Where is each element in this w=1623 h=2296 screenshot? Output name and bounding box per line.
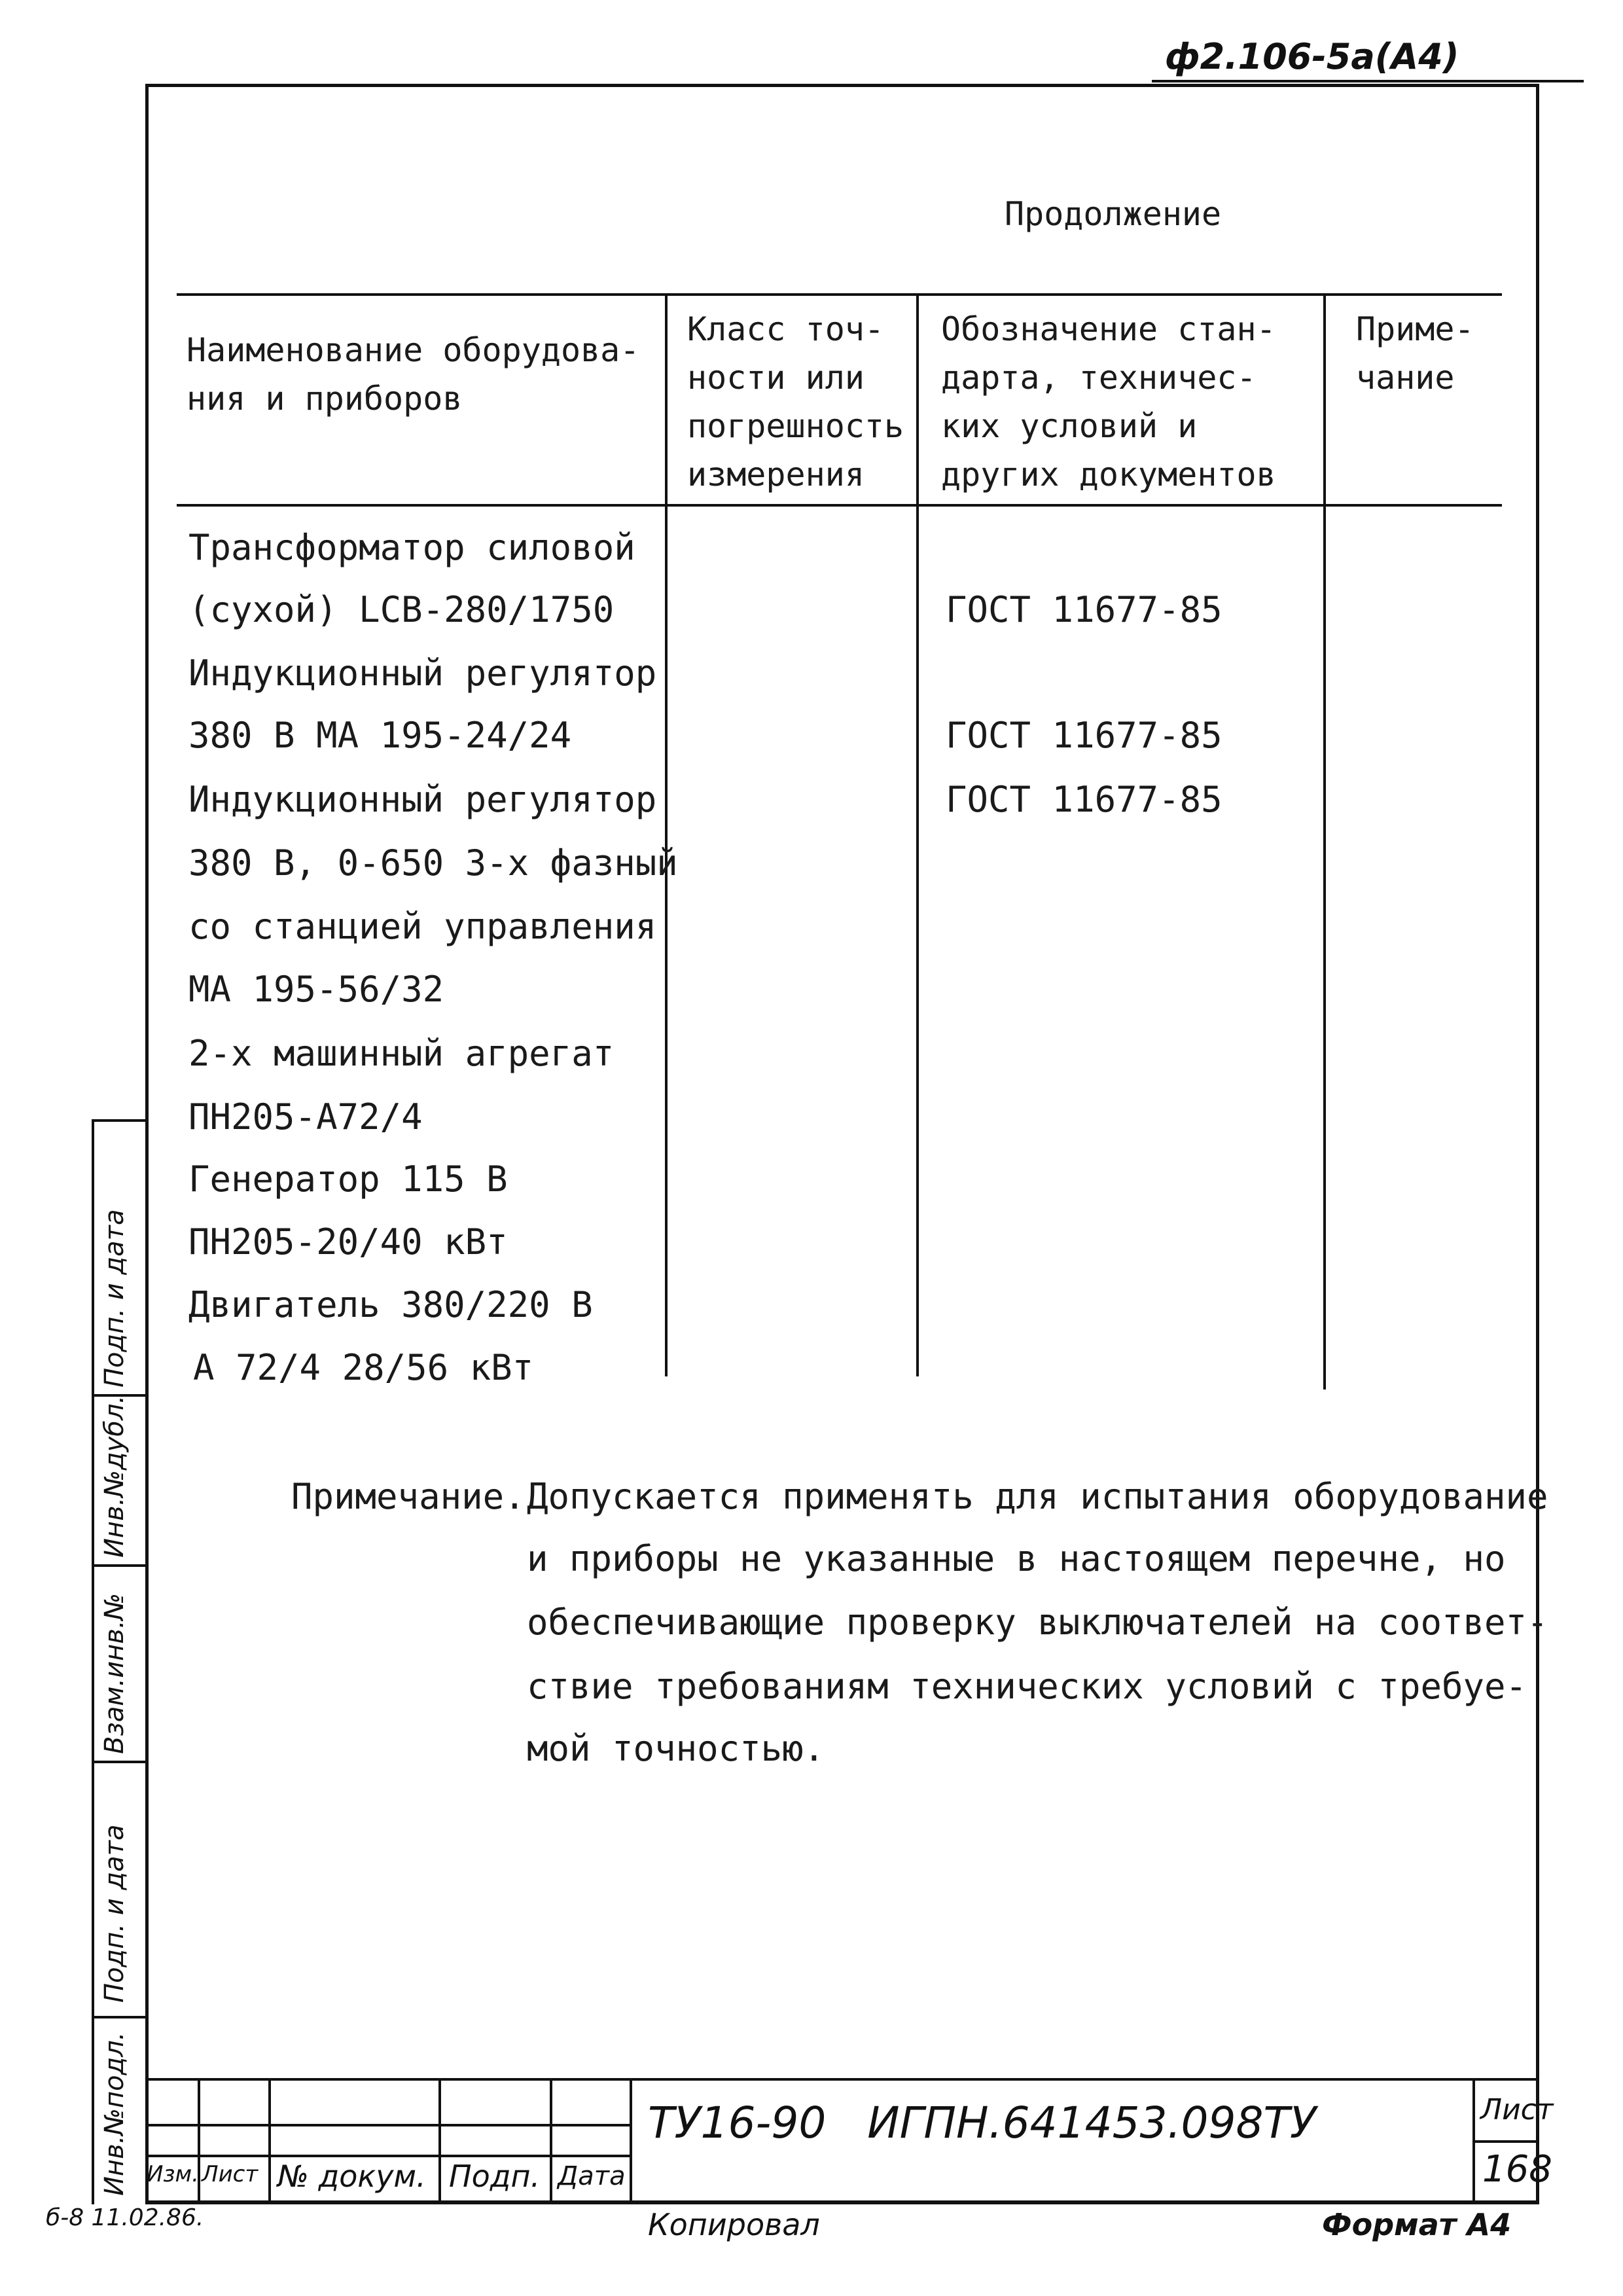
header-note: Приме- чание: [1356, 310, 1474, 397]
table-header-rule: [177, 504, 1502, 507]
table-row-name: Трансформатор силовой: [188, 527, 635, 568]
side-stamp-inv-orig: Инв.№подл.: [99, 2032, 130, 2196]
side-stamp-inv-dup: Инв.№дубл.: [99, 1395, 130, 1558]
table-row-name: Индукционный регулятор: [188, 653, 657, 694]
note-line: Допускается применять для испытания оборудование: [527, 1476, 1548, 1517]
note-line: мой точностью.: [527, 1728, 825, 1769]
table-row-name: ПН205-20/40 кВт: [188, 1221, 508, 1263]
header-accuracy-class: Класс точ- ности или погрешность измерения: [687, 310, 904, 493]
table-row-name: 2-х машинный агрегат: [188, 1033, 615, 1074]
continuation-heading: Продолжение: [1005, 195, 1222, 233]
table-row-name: со станцией управления: [188, 906, 657, 947]
table-col-divider-3: [1323, 293, 1326, 1390]
sheet-label: Лист: [1480, 2093, 1554, 2126]
note-line: ствие требованиям технических условий с требуе-: [527, 1666, 1527, 1707]
table-row-name: 380 В МА 195-24/24: [188, 715, 572, 756]
side-stamp-replace-inv: Взам.инв.№: [99, 1592, 130, 1754]
table-row-name: ПН205-А72/4: [188, 1096, 423, 1138]
footer-left-mark: б-8 11.02.86.: [46, 2204, 204, 2231]
col-change: Изм.: [147, 2161, 199, 2187]
table-top-rule: [177, 293, 1502, 296]
header-equipment-name: Наименование оборудова- ния и приборов: [187, 331, 640, 418]
table-row-name: А 72/4 28/56 кВт: [193, 1347, 534, 1388]
note-line: обеспечивающие проверку выключателей на соответ-: [527, 1602, 1548, 1643]
table-row-name: 380 В, 0-650 3-х фазный: [188, 842, 678, 884]
document-designation: ТУ16-90 ИГПН.641453.098ТУ: [648, 2098, 1317, 2148]
note-line: и приборы не указанные в настоящем перечне, но: [527, 1538, 1506, 1579]
table-row-standard: ГОСТ 11677-85: [946, 779, 1222, 820]
footer-format: Формат А4: [1322, 2207, 1512, 2242]
table-col-divider-2: [916, 293, 919, 1376]
table-row-standard: ГОСТ 11677-85: [946, 715, 1222, 756]
footer-copied: Копировал: [648, 2207, 820, 2242]
side-stamp-sign-date-1: Подп. и дата: [99, 1824, 130, 2003]
form-code-underline: [1152, 80, 1584, 82]
table-row-standard: ГОСТ 11677-85: [946, 589, 1222, 630]
col-doc-number: № докум.: [277, 2159, 426, 2194]
header-standard-designation: Обозначение стан- дарта, техничес- ких условий и других документов: [941, 310, 1276, 493]
table-row-name: Генератор 115 В: [188, 1158, 508, 1200]
side-stamp-sign-date-2: Подп. и дата: [99, 1209, 130, 1388]
form-code: ф2.106-5а(А4): [1165, 36, 1459, 77]
table-row-name: Индукционный регулятор: [188, 779, 657, 820]
col-sheet: Лист: [202, 2161, 259, 2187]
sheet-number: 168: [1482, 2148, 1552, 2191]
col-date: Дата: [558, 2161, 626, 2191]
table-row-name: Двигатель 380/220 В: [188, 1284, 593, 1325]
table-row-name: МА 195-56/32: [188, 969, 444, 1010]
note-label: Примечание.: [291, 1476, 526, 1517]
table-row-name: (сухой) LСВ-280/1750: [188, 589, 615, 630]
col-sign: Подп.: [449, 2159, 541, 2194]
table-col-divider-1: [665, 293, 668, 1376]
